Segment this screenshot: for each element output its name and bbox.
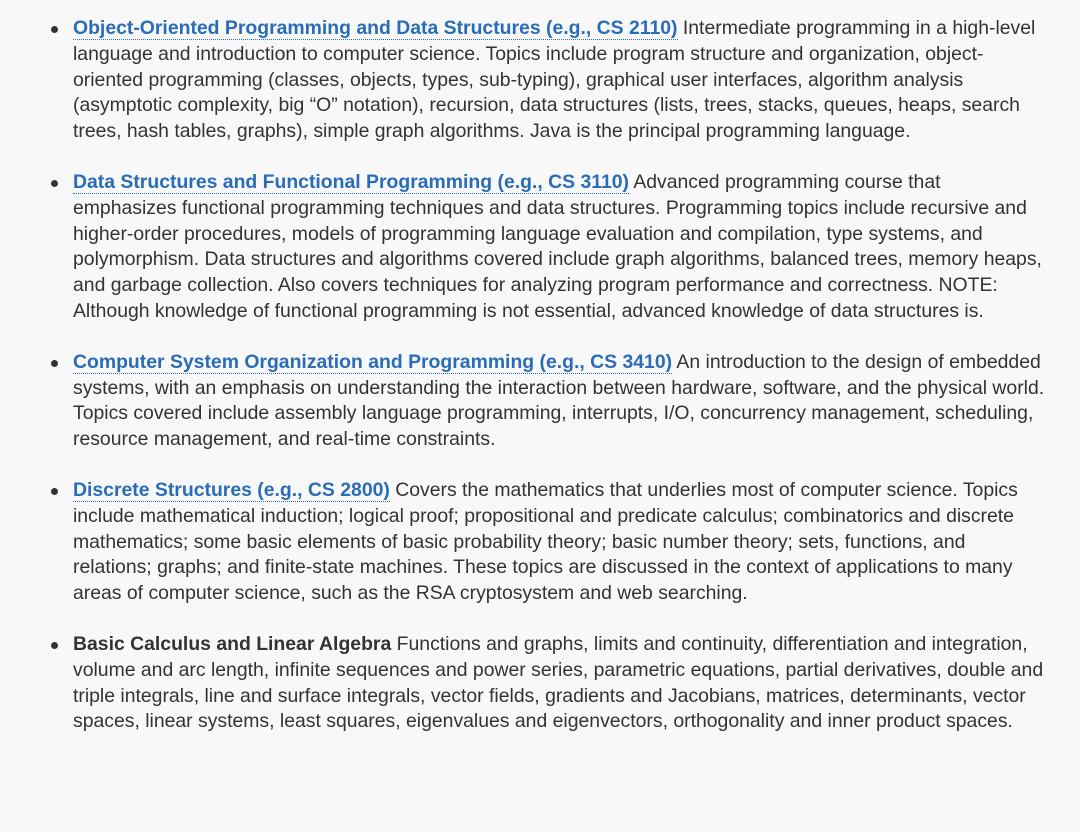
course-description: Covers the mathematics that underlies most of computer science. Topics include mathematical induction; logical proof; propositional and predicate calculus; combinatorics and discrete mathematics; some basic elements of basic probability theory; basic number theory; sets, functions, and relations; graphs; and finite-state machines. These topics are discussed in the context of applications to many areas of computer science, such as the RSA cryptosystem and web searching.	[73, 478, 1018, 605]
course-item-calculus	[0, 632, 1045, 735]
course-description: Functions and graphs, limits and continuity, differentiation and integration, volume and arc length, infinite sequences and power series, parametric equations, partial derivatives, double and triple integrals, line and surface integrals, vector fields, gradients and Jacobians, matrices, determinants, vector spaces, linear systems, least squares, eigenvalues and eigenvectors, orthogonality and inner product spaces.	[73, 632, 1044, 733]
course-description: Advanced programming course that emphasizes functional programming techniques and data structures. Programming topics include recursive and higher-order procedures, models of programming language evaluation and compilation, type systems, and polymorphism. Data structures and algorithms covered include graph algorithms, balanced trees, memory heaps, and garbage collection. Also covers techniques for analyzing program performance and correctness. NOTE: Although knowledge of functional programming is not essential, advanced knowledge of data structures is.	[73, 170, 1042, 322]
course-item-systems	[0, 350, 1045, 453]
bullet-icon	[51, 642, 58, 649]
course-link-functional[interactable]: Data Structures and Functional Programming (e.g., CS 3110)	[73, 170, 629, 193]
bullet-icon	[51, 488, 58, 495]
course-description: Intermediate programming in a high-level language and introduction to computer science. Topics include program structure and organization, object-oriented programming (classes, objects, types, sub-typing), graphical user interfaces, algorithm analysis (asymptotic complexity, big “O” notation), recursion, data structures (lists, trees, stacks, queues, heaps, search trees, hash tables, graphs), simple graph algorithms. Java is the principal programming language.	[73, 17, 1036, 143]
course-link-discrete[interactable]: Discrete Structures (e.g., CS 2800)	[73, 478, 390, 501]
course-item-oop	[0, 16, 1045, 145]
course-item-functional	[0, 170, 1045, 325]
bullet-icon	[51, 360, 58, 367]
course-title-calculus: Basic Calculus and Linear Algebra	[73, 632, 392, 655]
bullet-icon	[51, 26, 58, 33]
course-description: An introduction to the design of embedded systems, with an emphasis on understanding the interaction between hardware, software, and the physical world. Topics covered include assembly language programming, interrupts, I/O, concurrency management, scheduling, resource management, and real-time constraints.	[73, 350, 1045, 451]
bullet-icon	[51, 180, 58, 187]
course-link-systems[interactable]: Computer System Organization and Programming (e.g., CS 3410)	[73, 350, 673, 373]
course-item-discrete	[0, 478, 1045, 607]
course-link-oop[interactable]: Object-Oriented Programming and Data Structures (e.g., CS 2110)	[73, 17, 678, 39]
